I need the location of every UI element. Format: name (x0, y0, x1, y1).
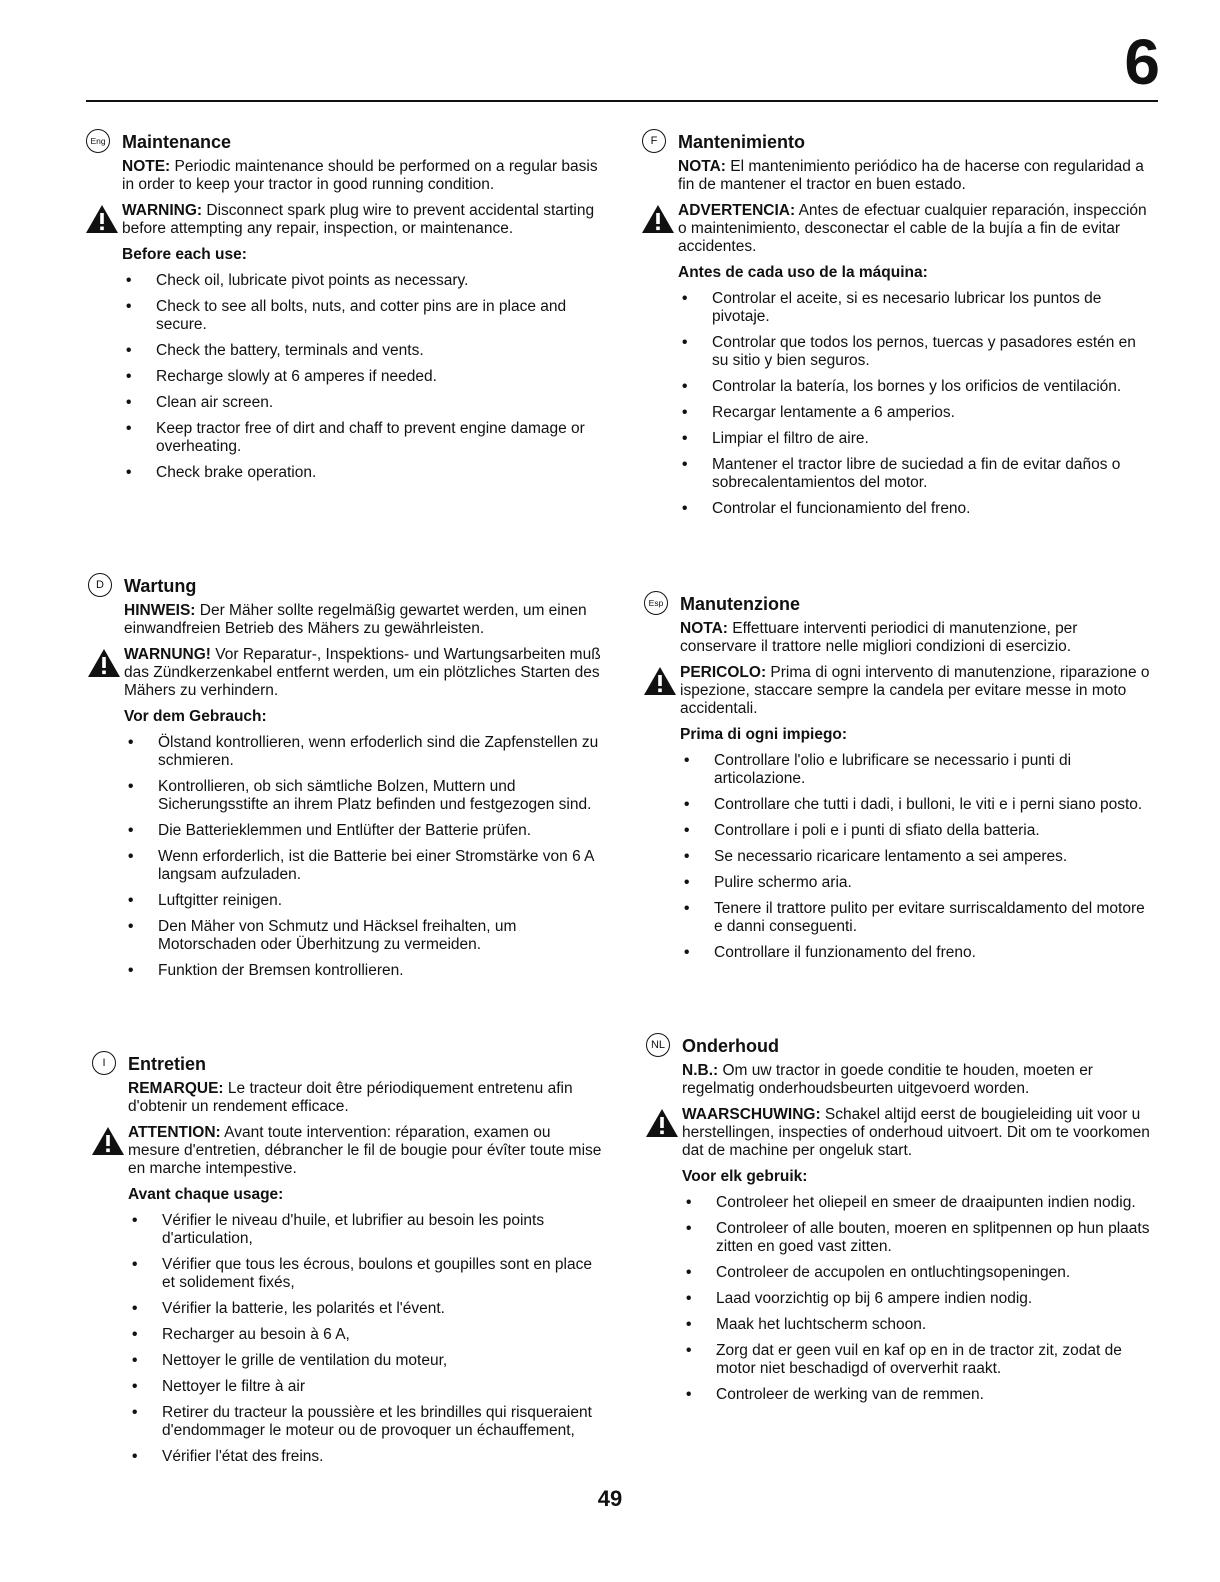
bullet-icon: • (128, 734, 134, 751)
list-item (128, 1448, 602, 1466)
section-title: Maintenance (122, 132, 232, 152)
bullet-icon: • (128, 892, 134, 909)
subheading: Prima di ogni impiego: (680, 726, 848, 743)
list-item (124, 892, 602, 910)
list-item (678, 404, 1154, 422)
list-item-text: Vérifier la batterie, les polarités et l'évent. (162, 1300, 445, 1317)
bullet-icon: • (684, 874, 690, 891)
note-label: N.B.: (682, 1062, 719, 1079)
warning-block (128, 1124, 602, 1178)
section-title: Mantenimiento (678, 132, 806, 152)
list-item (128, 1326, 602, 1344)
list-item-text: Controlar el aceite, si es necesario lubricar los puntos de pivotaje. (712, 290, 1102, 325)
list-item-text: Check oil, lubricate pivot points as necessary. (156, 272, 469, 289)
list-item-text: Den Mäher von Schmutz und Häcksel freihalten, um Motorschaden oder Überhitzung zu vermeiden. (158, 918, 517, 953)
subheading: Avant chaque usage: (128, 1186, 284, 1203)
section-maintenance-fr (102, 1052, 602, 1474)
list-item (678, 500, 1154, 518)
note-paragraph (682, 1062, 1156, 1098)
bullet-icon: • (682, 290, 688, 307)
warning-block (122, 202, 600, 238)
list-item-text: Zorg dat er geen vuil en kaf op en in de tractor zit, zodat de motor niet beschadigd of oververhit raakt. (716, 1342, 1122, 1377)
list-item (678, 430, 1154, 448)
bullet-icon: • (684, 900, 690, 917)
list-item (678, 456, 1154, 492)
bullet-icon: • (686, 1220, 692, 1237)
checklist (124, 734, 602, 980)
list-item (122, 342, 600, 360)
subheading: Voor elk gebruik: (682, 1168, 808, 1185)
list-item-text: Funktion der Bremsen kontrollieren. (158, 962, 404, 979)
list-item (678, 290, 1154, 326)
note-paragraph (680, 620, 1156, 656)
list-item-text: Ölstand kontrollieren, wenn erfoderlich sind die Zapfenstellen zu schmieren. (158, 734, 599, 769)
list-item-text: Check brake operation. (156, 464, 317, 481)
checklist (682, 1194, 1156, 1404)
bullet-icon: • (684, 944, 690, 961)
list-item-text: Vérifier que tous les écrous, boulons et goupilles sont en place et solidement fixés, (162, 1256, 592, 1291)
bullet-icon: • (682, 456, 688, 473)
checklist (678, 290, 1154, 518)
list-item (124, 962, 602, 980)
note-paragraph (122, 158, 600, 194)
top-rule (86, 100, 1158, 102)
language-badge-icon: Eng (86, 129, 110, 153)
bullet-icon: • (686, 1264, 692, 1281)
section-title-row (650, 1034, 1156, 1058)
list-item-text: Controllare che tutti i dadi, i bulloni, le viti e i perni siano posto. (714, 796, 1143, 813)
list-item (122, 368, 600, 386)
list-item (122, 298, 600, 334)
list-item-text: Laad voorzichtig op bij 6 ampere indien nodig. (716, 1290, 1033, 1307)
list-item-text: Controlar que todos los pernos, tuercas y pasadores estén en su sitio y bien seguros. (712, 334, 1136, 369)
section-title-row (90, 130, 600, 154)
list-item-text: Se necessario ricaricare lentamento a sei amperes. (714, 848, 1068, 865)
bullet-icon: • (126, 464, 132, 481)
warning-label: PERICOLO: (680, 664, 767, 681)
checklist (128, 1212, 602, 1466)
list-item-text: Tenere il trattore pulito per evitare surriscaldamento del motore e danni conseguenti. (714, 900, 1145, 935)
language-badge-icon: NL (646, 1033, 670, 1057)
bullet-icon: • (128, 962, 134, 979)
bullet-icon: • (128, 918, 134, 935)
bullet-icon: • (126, 272, 132, 289)
list-item-text: Maak het luchtscherm schoon. (716, 1316, 927, 1333)
note-label: NOTA: (678, 158, 726, 175)
section-title-row (650, 130, 1154, 154)
checklist (680, 752, 1156, 962)
list-item (124, 822, 602, 840)
page-badge: 6 (1124, 26, 1160, 98)
list-item (122, 394, 600, 412)
note-text: Periodic maintenance should be performed on a regular basis in order to keep your tractor in good running condition. (122, 158, 598, 193)
list-item-text: Vérifier l'état des freins. (162, 1448, 324, 1465)
warning-block (682, 1106, 1156, 1160)
note-text: Le tracteur doit être périodiquement entretenu afin d'obtenir un rendement efficace. (128, 1080, 573, 1115)
list-item-text: Check the battery, terminals and vents. (156, 342, 424, 359)
section-title-row (648, 592, 1156, 616)
list-item-text: Mantener el tractor libre de suciedad a fin de evitar daños o sobrecalentamientos del motor. (712, 456, 1121, 491)
list-item-text: Controllare i poli e i punti di sfiato della batteria. (714, 822, 1040, 839)
list-item (124, 734, 602, 770)
bullet-icon: • (682, 404, 688, 421)
list-item (128, 1404, 602, 1440)
list-item-text: Controllare il funzionamento del freno. (714, 944, 976, 961)
bullet-icon: • (132, 1448, 138, 1465)
bullet-icon: • (132, 1326, 138, 1343)
list-item (128, 1300, 602, 1318)
subheading: Before each use: (122, 246, 247, 263)
section-title: Manutenzione (680, 594, 800, 614)
warning-text: Prima di ogni intervento di manutenzione, riparazione o ispezione, staccare sempre la candela per evitare messe in moto accidentali. (680, 664, 1150, 717)
section-title: Entretien (128, 1054, 207, 1074)
note-label: REMARQUE: (128, 1080, 224, 1097)
list-item-text: Check to see all bolts, nuts, and cotter pins are in place and secure. (156, 298, 567, 333)
warning-label: ADVERTENCIA: (678, 202, 796, 219)
section-maintenance-it (648, 592, 1156, 970)
list-item-text: Retirer du tracteur la poussière et les brindilles qui risqueraient d'endommager le moteur ou de provoquer un échauffement, (162, 1404, 592, 1439)
list-item (678, 334, 1154, 370)
page-number: 49 (597, 1486, 623, 1511)
list-item (680, 752, 1156, 788)
list-item-text: Controleer het oliepeil en smeer de draaipunten indien nodig. (716, 1194, 1136, 1211)
section-maintenance-es (650, 130, 1154, 526)
bullet-icon: • (128, 822, 134, 839)
note-text: Om uw tractor in goede conditie te houden, moeten er regelmatig onderhoudsbeurten uitgevoerd worden. (682, 1062, 1093, 1097)
bullet-icon: • (132, 1300, 138, 1317)
warning-block (678, 202, 1154, 256)
bullet-icon: • (128, 778, 134, 795)
list-item (122, 464, 600, 482)
bullet-icon: • (132, 1404, 138, 1421)
warning-triangle-icon (86, 647, 122, 679)
note-paragraph (128, 1080, 602, 1116)
list-item (680, 848, 1156, 866)
list-item (682, 1264, 1156, 1282)
list-item-text: Recharger au besoin à 6 A, (162, 1326, 350, 1343)
bullet-icon: • (684, 796, 690, 813)
bullet-icon: • (686, 1342, 692, 1359)
list-item-text: Vérifier le niveau d'huile, et lubrifier au besoin les points d'articulation, (162, 1212, 545, 1247)
note-paragraph (678, 158, 1154, 194)
list-item (682, 1386, 1156, 1404)
bullet-icon: • (686, 1316, 692, 1333)
warning-label: WARNING: (122, 202, 203, 219)
list-item (680, 874, 1156, 892)
list-item-text: Controleer de werking van de remmen. (716, 1386, 984, 1403)
list-item (682, 1290, 1156, 1308)
note-label: NOTA: (680, 620, 728, 637)
bullet-icon: • (132, 1352, 138, 1369)
warning-text: Disconnect spark plug wire to prevent accidental starting before attempting any repair, inspection, or maintenance. (122, 202, 595, 237)
bullet-icon: • (132, 1256, 138, 1273)
list-item-text: Wenn erforderlich, ist die Batterie bei einer Stromstärke von 6 A langsam aufzuladen. (158, 848, 594, 883)
list-item (678, 378, 1154, 396)
warning-label: WAARSCHUWING: (682, 1106, 821, 1123)
subheading: Antes de cada uso de la máquina: (678, 264, 928, 281)
list-item (124, 918, 602, 954)
warning-text: Avant toute intervention: réparation, examen ou mesure d'entretien, débrancher le fil de bougie pour évîter toute mise en marche intempestive. (128, 1124, 602, 1177)
bullet-icon: • (682, 334, 688, 351)
section-maintenance-de (96, 574, 602, 988)
warning-triangle-icon (84, 203, 120, 235)
section-title-row (102, 1052, 602, 1076)
warning-triangle-icon (644, 1107, 680, 1139)
language-badge-icon: Esp (644, 591, 668, 615)
bullet-icon: • (126, 368, 132, 385)
section-maintenance-en (90, 130, 600, 490)
note-label: HINWEIS: (124, 602, 196, 619)
warning-text: Schakel altijd eerst de bougieleiding uit voor u herstellingen, inspecties of onderhoud uitvoert. Dit om te voorkomen dat de machine per ongeluk start. (682, 1106, 1150, 1159)
warning-block (124, 646, 602, 700)
list-item-text: Controleer de accupolen en ontluchtingsopeningen. (716, 1264, 1071, 1281)
list-item (682, 1342, 1156, 1378)
section-title: Wartung (124, 576, 197, 596)
list-item (124, 778, 602, 814)
bullet-icon: • (128, 848, 134, 865)
warning-block (680, 664, 1156, 718)
list-item (682, 1220, 1156, 1256)
note-text: El mantenimiento periódico ha de hacerse con regularidad a fin de mantener el tractor en buen estado. (678, 158, 1144, 193)
bullet-icon: • (684, 848, 690, 865)
bullet-icon: • (132, 1212, 138, 1229)
list-item-text: Pulire schermo aria. (714, 874, 852, 891)
list-item (682, 1194, 1156, 1212)
subheading: Vor dem Gebrauch: (124, 708, 267, 725)
list-item (128, 1352, 602, 1370)
note-text: Der Mäher sollte regelmäßig gewartet werden, um einen einwandfreien Betrieb des Mähers zu gewährleisten. (124, 602, 587, 637)
bullet-icon: • (684, 822, 690, 839)
bullet-icon: • (126, 298, 132, 315)
list-item-text: Nettoyer le grille de ventilation du moteur, (162, 1352, 448, 1369)
checklist (122, 272, 600, 482)
language-badge-icon: I (92, 1051, 116, 1075)
list-item-text: Recharge slowly at 6 amperes if needed. (156, 368, 437, 385)
bullet-icon: • (686, 1290, 692, 1307)
list-item-text: Clean air screen. (156, 394, 274, 411)
warning-triangle-icon (640, 203, 676, 235)
note-text: Effettuare interventi periodici di manutenzione, per conservare il trattore nelle migliori condizioni di esercizio. (680, 620, 1078, 655)
list-item (682, 1316, 1156, 1334)
bullet-icon: • (132, 1378, 138, 1395)
list-item-text: Keep tractor free of dirt and chaff to prevent engine damage or overheating. (156, 420, 585, 455)
list-item (122, 420, 600, 456)
list-item (128, 1212, 602, 1248)
list-item-text: Nettoyer le filtre à air (162, 1378, 305, 1395)
bullet-icon: • (682, 500, 688, 517)
bullet-icon: • (686, 1386, 692, 1403)
list-item (680, 900, 1156, 936)
bullet-icon: • (684, 752, 690, 769)
language-badge-icon: D (88, 573, 112, 597)
list-item (128, 1256, 602, 1292)
bullet-icon: • (686, 1194, 692, 1211)
list-item (128, 1378, 602, 1396)
warning-label: ATTENTION: (128, 1124, 221, 1141)
list-item-text: Die Batterieklemmen und Entlüfter der Batterie prüfen. (158, 822, 532, 839)
bullet-icon: • (682, 430, 688, 447)
bullet-icon: • (126, 342, 132, 359)
warning-label: WARNUNG! (124, 646, 211, 663)
list-item-text: Kontrollieren, ob sich sämtliche Bolzen, Muttern und Sicherungsstifte an ihrem Platz befinden und festgezogen sind. (158, 778, 592, 813)
note-label: NOTE: (122, 158, 171, 175)
section-title-row (96, 574, 602, 598)
bullet-icon: • (682, 378, 688, 395)
section-title: Onderhoud (682, 1036, 779, 1056)
warning-triangle-icon (90, 1125, 126, 1157)
warning-triangle-icon (642, 665, 678, 697)
list-item-text: Limpiar el filtro de aire. (712, 430, 869, 447)
list-item-text: Luftgitter reinigen. (158, 892, 283, 909)
list-item (124, 848, 602, 884)
warning-text: Vor Reparatur-, Inspektions- und Wartungsarbeiten muß das Zündkerzenkabel entfernt werden, um ein plötzliches Starten des Mähers zu verhindern. (124, 646, 601, 699)
section-maintenance-nl (650, 1034, 1156, 1412)
list-item (680, 822, 1156, 840)
list-item-text: Controlar la batería, los bornes y los orificios de ventilación. (712, 378, 1122, 395)
list-item-text: Controllare l'olio e lubrificare se necessario i punti di articolazione. (714, 752, 1072, 787)
list-item-text: Controlar el funcionamiento del freno. (712, 500, 971, 517)
note-paragraph (124, 602, 602, 638)
list-item-text: Recargar lentamente a 6 amperios. (712, 404, 955, 421)
list-item (680, 796, 1156, 814)
warning-text: Antes de efectuar cualquier reparación, inspección o maintenimiento, desconectar el cable de la bujía a fin de evitar accidentes. (678, 202, 1147, 255)
language-badge-icon: F (642, 129, 666, 153)
bullet-icon: • (126, 394, 132, 411)
list-item (680, 944, 1156, 962)
bullet-icon: • (126, 420, 132, 437)
list-item-text: Controleer of alle bouten, moeren en splitpennen op hun plaats zitten en goed vast zitten. (716, 1220, 1150, 1255)
list-item (122, 272, 600, 290)
